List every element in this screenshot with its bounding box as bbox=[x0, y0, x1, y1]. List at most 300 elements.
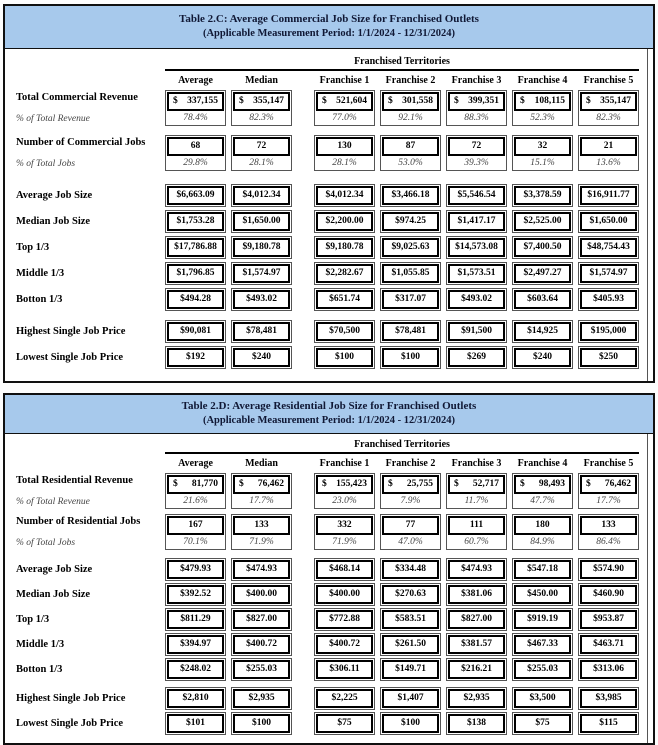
value-cell bbox=[446, 320, 507, 343]
column-header-row bbox=[14, 455, 640, 471]
dollar-value-box: $1,650.00 bbox=[580, 212, 637, 231]
dollar-value-box: $14,573.08 bbox=[448, 238, 505, 257]
row-label: Average Job Size bbox=[16, 564, 93, 575]
percent-value: 28.1% bbox=[249, 158, 274, 168]
value-cell bbox=[314, 90, 375, 126]
row-label: Top 1/3 bbox=[16, 614, 50, 625]
jobs-row bbox=[14, 514, 640, 550]
value-cell bbox=[314, 236, 375, 259]
value-cell bbox=[165, 135, 226, 171]
dollar-value-box: $4,012.34 bbox=[316, 186, 373, 205]
dollar-value-box: $494.28 bbox=[167, 290, 224, 309]
value-cell bbox=[446, 687, 507, 710]
dollar-value-box: $16,911.77 bbox=[580, 186, 637, 205]
dollar-value-box: $603.64 bbox=[514, 290, 571, 309]
dollar-value-box: $547.18 bbox=[514, 560, 571, 579]
value-cell bbox=[314, 210, 375, 233]
dollar-value-box: $75 bbox=[316, 714, 373, 733]
currency-symbol: $ bbox=[520, 96, 525, 106]
dollar-value-box: $195,000 bbox=[580, 322, 637, 341]
job-size-row bbox=[14, 262, 640, 285]
dollar-value-box: $381.06 bbox=[448, 585, 505, 604]
dollar-value-box: $651.74 bbox=[316, 290, 373, 309]
value-cell bbox=[231, 687, 292, 710]
value-cell bbox=[380, 346, 441, 369]
value-cell bbox=[446, 712, 507, 735]
currency-symbol: $ bbox=[239, 479, 244, 489]
value-cell bbox=[314, 608, 375, 631]
percent-value: 47.0% bbox=[398, 537, 423, 547]
dollar-value-box bbox=[448, 92, 505, 111]
table-right-rule bbox=[647, 49, 648, 381]
amount: 337,155 bbox=[187, 96, 218, 106]
value-cell bbox=[231, 236, 292, 259]
value-cell bbox=[380, 184, 441, 207]
dollar-value-box: $100 bbox=[382, 714, 439, 733]
dollar-value-box: $583.51 bbox=[382, 610, 439, 629]
group-header-row bbox=[14, 438, 640, 454]
percent-value: 77.0% bbox=[332, 113, 357, 123]
column-header: Franchise 5 bbox=[583, 75, 634, 86]
value-cell bbox=[165, 583, 226, 606]
count-value-box: 130 bbox=[316, 137, 373, 156]
count-value-box: 87 bbox=[382, 137, 439, 156]
amount: 355,147 bbox=[253, 96, 284, 106]
dollar-value-box bbox=[167, 475, 224, 494]
jobs-row bbox=[14, 135, 640, 171]
currency-symbol: $ bbox=[239, 96, 244, 106]
dollar-value-box: $149.71 bbox=[382, 660, 439, 679]
percent-value: 23.0% bbox=[332, 496, 357, 506]
value-cell bbox=[578, 90, 639, 126]
table-subtitle: (Applicable Measurement Period: 1/1/2024 - 12/31/2024) bbox=[202, 28, 456, 39]
job-size-row bbox=[14, 658, 640, 681]
value-cell bbox=[446, 473, 507, 509]
dollar-value-box: $100 bbox=[316, 348, 373, 367]
value-cell bbox=[165, 288, 226, 311]
revenue-row bbox=[14, 90, 640, 126]
amount: 98,493 bbox=[538, 479, 565, 489]
percent-value: 53.0% bbox=[398, 158, 423, 168]
percent-value: 86.4% bbox=[596, 537, 621, 547]
row-sublabel: % of Total Jobs bbox=[16, 159, 76, 169]
dollar-value-box: $100 bbox=[382, 348, 439, 367]
dollar-value-box: $306.11 bbox=[316, 660, 373, 679]
dollar-value-box: $2,497.27 bbox=[514, 264, 571, 283]
value-cell bbox=[446, 346, 507, 369]
dollar-value-box: $394.97 bbox=[167, 635, 224, 654]
table-2c-card bbox=[3, 4, 655, 383]
value-cell bbox=[578, 687, 639, 710]
dollar-value-box: $3,500 bbox=[514, 689, 571, 708]
amount: 81,770 bbox=[191, 479, 218, 489]
job-size-row bbox=[14, 558, 640, 581]
territories-group-header: Franchised Territories bbox=[165, 55, 639, 71]
value-cell bbox=[165, 687, 226, 710]
dollar-value-box: $48,754.43 bbox=[580, 238, 637, 257]
column-header: Franchise 1 bbox=[319, 75, 370, 86]
dollar-value-box: $463.71 bbox=[580, 635, 637, 654]
row-sublabel: % of Total Jobs bbox=[16, 538, 76, 548]
value-cell bbox=[380, 514, 441, 550]
dollar-value-box: $255.03 bbox=[233, 660, 290, 679]
percent-value: 82.3% bbox=[596, 113, 621, 123]
dollar-value-box: $250 bbox=[580, 348, 637, 367]
dollar-value-box: $7,400.50 bbox=[514, 238, 571, 257]
value-cell bbox=[380, 288, 441, 311]
dollar-value-box: $381.57 bbox=[448, 635, 505, 654]
value-cell bbox=[165, 658, 226, 681]
value-cell bbox=[380, 90, 441, 126]
count-value-box: 21 bbox=[580, 137, 637, 156]
value-cell bbox=[446, 288, 507, 311]
value-cell bbox=[446, 514, 507, 550]
dollar-value-box bbox=[316, 475, 373, 494]
job-size-row bbox=[14, 210, 640, 233]
amount: 155,423 bbox=[336, 479, 367, 489]
value-cell bbox=[512, 658, 573, 681]
count-value-box: 180 bbox=[514, 516, 571, 535]
dollar-value-box bbox=[382, 475, 439, 494]
value-cell bbox=[165, 320, 226, 343]
dollar-value-box bbox=[233, 92, 290, 111]
percent-value: 17.7% bbox=[249, 496, 274, 506]
percent-value: 52.3% bbox=[530, 113, 555, 123]
extreme-price-row bbox=[14, 346, 640, 369]
column-header: Franchise 3 bbox=[451, 75, 502, 86]
value-cell bbox=[380, 712, 441, 735]
currency-symbol: $ bbox=[454, 96, 459, 106]
dollar-value-box: $1,573.51 bbox=[448, 264, 505, 283]
percent-value: 71.9% bbox=[332, 537, 357, 547]
table-title-band bbox=[5, 395, 653, 434]
dollar-value-box: $3,378.59 bbox=[514, 186, 571, 205]
document-page bbox=[0, 4, 658, 745]
percent-value: 88.3% bbox=[464, 113, 489, 123]
dollar-value-box: $2,935 bbox=[233, 689, 290, 708]
value-cell bbox=[165, 262, 226, 285]
value-cell bbox=[578, 514, 639, 550]
row-label: Median Job Size bbox=[16, 589, 91, 600]
dollar-value-box: $5,546.54 bbox=[448, 186, 505, 205]
value-cell bbox=[512, 687, 573, 710]
value-cell bbox=[231, 658, 292, 681]
dollar-value-box: $100 bbox=[233, 714, 290, 733]
dollar-value-box: $3,985 bbox=[580, 689, 637, 708]
value-cell bbox=[165, 473, 226, 509]
value-cell bbox=[380, 135, 441, 171]
value-cell bbox=[512, 346, 573, 369]
dollar-value-box bbox=[316, 92, 373, 111]
dollar-value-box bbox=[514, 92, 571, 111]
percent-value: 70.1% bbox=[183, 537, 208, 547]
dollar-value-box: $248.02 bbox=[167, 660, 224, 679]
dollar-value-box: $468.14 bbox=[316, 560, 373, 579]
value-cell bbox=[314, 262, 375, 285]
table-title-band bbox=[5, 6, 653, 49]
percent-value: 78.4% bbox=[183, 113, 208, 123]
row-label: Top 1/3 bbox=[16, 242, 50, 253]
column-header: Franchise 4 bbox=[517, 458, 568, 469]
value-cell bbox=[578, 135, 639, 171]
dollar-value-box: $14,925 bbox=[514, 322, 571, 341]
row-label-group bbox=[14, 514, 160, 550]
row-label: Number of Residential Jobs bbox=[16, 516, 141, 527]
group-header-row bbox=[14, 55, 640, 71]
row-label: Total Commercial Revenue bbox=[16, 92, 138, 103]
amount: 25,755 bbox=[406, 479, 433, 489]
value-cell bbox=[446, 658, 507, 681]
dollar-value-box: $261.50 bbox=[382, 635, 439, 654]
percent-value: 11.7% bbox=[464, 496, 489, 506]
job-size-row bbox=[14, 633, 640, 656]
value-cell bbox=[380, 633, 441, 656]
row-label: Average Job Size bbox=[16, 190, 93, 201]
value-cell bbox=[314, 583, 375, 606]
value-cell bbox=[578, 262, 639, 285]
currency-symbol: $ bbox=[586, 479, 591, 489]
dollar-value-box: $90,081 bbox=[167, 322, 224, 341]
column-header: Franchise 2 bbox=[385, 75, 436, 86]
dollar-value-box: $919.19 bbox=[514, 610, 571, 629]
count-value-box: 72 bbox=[233, 137, 290, 156]
value-cell bbox=[512, 583, 573, 606]
percent-value: 60.7% bbox=[464, 537, 489, 547]
row-label: Highest Single Job Price bbox=[16, 326, 126, 337]
dollar-value-box: $91,500 bbox=[448, 322, 505, 341]
dollar-value-box: $811.29 bbox=[167, 610, 224, 629]
value-cell bbox=[512, 712, 573, 735]
currency-symbol: $ bbox=[388, 479, 393, 489]
value-cell bbox=[512, 473, 573, 509]
value-cell bbox=[231, 514, 292, 550]
value-cell bbox=[231, 135, 292, 171]
value-cell bbox=[314, 658, 375, 681]
value-cell bbox=[512, 236, 573, 259]
dollar-value-box: $1,055.85 bbox=[382, 264, 439, 283]
row-label: Lowest Single Job Price bbox=[16, 352, 124, 363]
row-label-group bbox=[14, 90, 160, 126]
column-header: Franchise 4 bbox=[517, 75, 568, 86]
dollar-value-box bbox=[233, 475, 290, 494]
row-label: Botton 1/3 bbox=[16, 664, 63, 675]
value-cell bbox=[314, 346, 375, 369]
dollar-value-box bbox=[167, 92, 224, 111]
value-cell bbox=[578, 236, 639, 259]
value-cell bbox=[578, 558, 639, 581]
dollar-value-box: $115 bbox=[580, 714, 637, 733]
value-cell bbox=[231, 262, 292, 285]
count-value-box: 72 bbox=[448, 137, 505, 156]
currency-symbol: $ bbox=[322, 96, 327, 106]
dollar-value-box: $240 bbox=[233, 348, 290, 367]
dollar-value-box: $460.90 bbox=[580, 585, 637, 604]
value-cell bbox=[231, 712, 292, 735]
row-label: Median Job Size bbox=[16, 216, 91, 227]
dollar-value-box: $1,796.85 bbox=[167, 264, 224, 283]
dollar-value-box: $467.33 bbox=[514, 635, 571, 654]
column-header: Franchise 1 bbox=[319, 458, 370, 469]
amount: 52,717 bbox=[472, 479, 499, 489]
value-cell bbox=[512, 514, 573, 550]
value-cell bbox=[578, 288, 639, 311]
percent-value: 13.6% bbox=[596, 158, 621, 168]
value-cell bbox=[231, 558, 292, 581]
row-label: Lowest Single Job Price bbox=[16, 718, 124, 729]
dollar-value-box: $2,282.67 bbox=[316, 264, 373, 283]
extreme-price-row bbox=[14, 712, 640, 735]
column-header: Franchise 3 bbox=[451, 458, 502, 469]
percent-value: 92.1% bbox=[398, 113, 423, 123]
percent-value: 71.9% bbox=[249, 537, 274, 547]
dollar-value-box: $216.21 bbox=[448, 660, 505, 679]
amount: 76,462 bbox=[604, 479, 631, 489]
value-cell bbox=[314, 558, 375, 581]
value-cell bbox=[165, 712, 226, 735]
column-header: Franchise 5 bbox=[583, 458, 634, 469]
table-body bbox=[5, 434, 653, 743]
dollar-value-box: $2,525.00 bbox=[514, 212, 571, 231]
dollar-value-box: $493.02 bbox=[448, 290, 505, 309]
amount: 301,558 bbox=[402, 96, 433, 106]
dollar-value-box bbox=[580, 92, 637, 111]
value-cell bbox=[578, 346, 639, 369]
value-cell bbox=[380, 210, 441, 233]
value-cell bbox=[165, 184, 226, 207]
value-cell bbox=[314, 320, 375, 343]
dollar-value-box: $317.07 bbox=[382, 290, 439, 309]
value-cell bbox=[446, 135, 507, 171]
value-cell bbox=[578, 658, 639, 681]
dollar-value-box: $270.63 bbox=[382, 585, 439, 604]
value-cell bbox=[512, 135, 573, 171]
value-cell bbox=[314, 288, 375, 311]
value-cell bbox=[165, 633, 226, 656]
value-cell bbox=[578, 608, 639, 631]
dollar-value-box: $334.48 bbox=[382, 560, 439, 579]
dollar-value-box: $450.00 bbox=[514, 585, 571, 604]
currency-symbol: $ bbox=[586, 96, 591, 106]
value-cell bbox=[231, 346, 292, 369]
dollar-value-box: $2,225 bbox=[316, 689, 373, 708]
value-cell bbox=[446, 236, 507, 259]
dollar-value-box: $192 bbox=[167, 348, 224, 367]
value-cell bbox=[231, 583, 292, 606]
count-value-box: 133 bbox=[580, 516, 637, 535]
row-label: Botton 1/3 bbox=[16, 294, 63, 305]
dollar-value-box: $4,012.34 bbox=[233, 186, 290, 205]
dollar-value-box: $1,753.28 bbox=[167, 212, 224, 231]
row-label: Middle 1/3 bbox=[16, 268, 65, 279]
currency-symbol: $ bbox=[388, 96, 393, 106]
value-cell bbox=[231, 184, 292, 207]
row-label: Total Residential Revenue bbox=[16, 475, 133, 486]
value-cell bbox=[512, 210, 573, 233]
column-header: Median bbox=[245, 458, 278, 469]
amount: 399,351 bbox=[468, 96, 499, 106]
amount: 355,147 bbox=[600, 96, 631, 106]
job-size-row bbox=[14, 288, 640, 311]
dollar-value-box: $392.52 bbox=[167, 585, 224, 604]
dollar-value-box: $75 bbox=[514, 714, 571, 733]
dollar-value-box: $405.93 bbox=[580, 290, 637, 309]
table-subtitle: (Applicable Measurement Period: 1/1/2024 - 12/31/2024) bbox=[202, 415, 456, 426]
dollar-value-box: $6,663.09 bbox=[167, 186, 224, 205]
percent-value: 82.3% bbox=[249, 113, 274, 123]
job-size-row bbox=[14, 236, 640, 259]
value-cell bbox=[231, 288, 292, 311]
extreme-price-row bbox=[14, 320, 640, 343]
dollar-value-box: $2,200.00 bbox=[316, 212, 373, 231]
value-cell bbox=[380, 658, 441, 681]
percent-value: 7.9% bbox=[400, 496, 421, 506]
column-header: Average bbox=[178, 75, 213, 86]
count-value-box: 32 bbox=[514, 137, 571, 156]
dollar-value-box: $479.93 bbox=[167, 560, 224, 579]
dollar-value-box: $1,417.17 bbox=[448, 212, 505, 231]
value-cell bbox=[165, 210, 226, 233]
value-cell bbox=[380, 473, 441, 509]
value-cell bbox=[380, 608, 441, 631]
value-cell bbox=[165, 558, 226, 581]
dollar-value-box: $2,810 bbox=[167, 689, 224, 708]
dollar-value-box: $827.00 bbox=[448, 610, 505, 629]
job-size-row bbox=[14, 608, 640, 631]
row-label-group bbox=[14, 473, 160, 509]
dollar-value-box: $493.02 bbox=[233, 290, 290, 309]
value-cell bbox=[314, 514, 375, 550]
dollar-value-box: $240 bbox=[514, 348, 571, 367]
table-2d-card bbox=[3, 393, 655, 745]
row-sublabel: % of Total Revenue bbox=[16, 497, 90, 507]
value-cell bbox=[380, 687, 441, 710]
value-cell bbox=[578, 210, 639, 233]
dollar-value-box: $1,650.00 bbox=[233, 212, 290, 231]
percent-value: 21.6% bbox=[183, 496, 208, 506]
value-cell bbox=[446, 608, 507, 631]
dollar-value-box: $9,180.78 bbox=[316, 238, 373, 257]
dollar-value-box: $3,466.18 bbox=[382, 186, 439, 205]
percent-value: 47.7% bbox=[530, 496, 555, 506]
row-label: Highest Single Job Price bbox=[16, 693, 126, 704]
dollar-value-box: $9,180.78 bbox=[233, 238, 290, 257]
currency-symbol: $ bbox=[173, 479, 178, 489]
value-cell bbox=[578, 712, 639, 735]
value-cell bbox=[314, 712, 375, 735]
value-cell bbox=[314, 687, 375, 710]
value-cell bbox=[231, 320, 292, 343]
dollar-value-box: $138 bbox=[448, 714, 505, 733]
value-cell bbox=[578, 633, 639, 656]
dollar-value-box: $400.72 bbox=[233, 635, 290, 654]
count-value-box: 167 bbox=[167, 516, 224, 535]
value-cell bbox=[446, 558, 507, 581]
dollar-value-box: $400.00 bbox=[233, 585, 290, 604]
amount: 108,115 bbox=[534, 96, 565, 106]
value-cell bbox=[578, 320, 639, 343]
dollar-value-box: $772.88 bbox=[316, 610, 373, 629]
count-value-box: 77 bbox=[382, 516, 439, 535]
value-cell bbox=[314, 473, 375, 509]
dollar-value-box bbox=[514, 475, 571, 494]
row-label: Number of Commercial Jobs bbox=[16, 137, 146, 148]
value-cell bbox=[446, 633, 507, 656]
value-cell bbox=[231, 90, 292, 126]
value-cell bbox=[512, 288, 573, 311]
table-title: Table 2.D: Average Residential Job Size for Franchised Outlets bbox=[181, 400, 477, 412]
value-cell bbox=[446, 184, 507, 207]
value-cell bbox=[231, 210, 292, 233]
